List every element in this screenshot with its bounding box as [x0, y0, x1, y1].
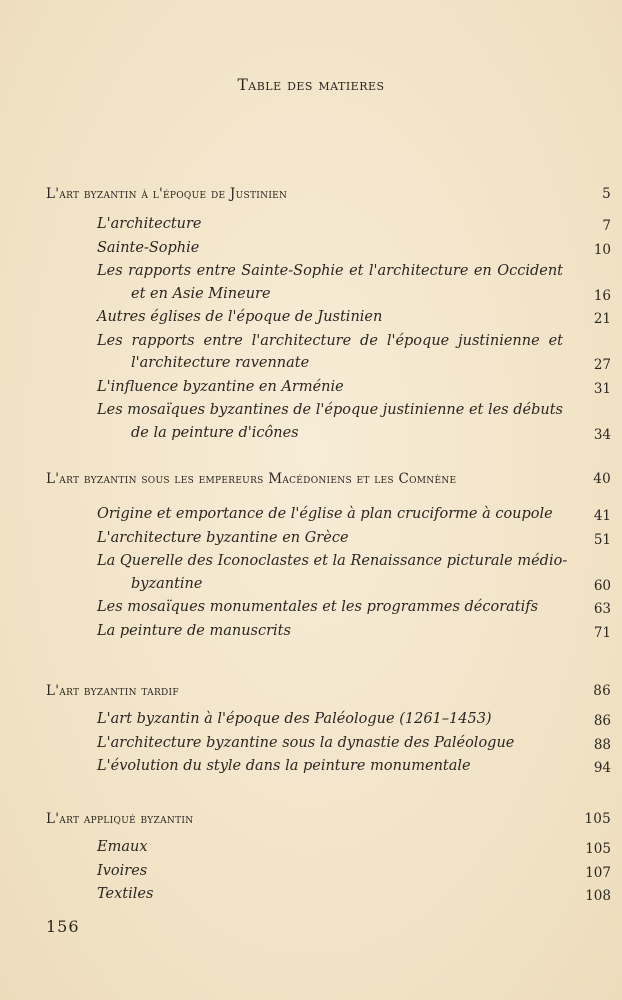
toc-entry [97, 527, 611, 550]
toc-entry [97, 260, 611, 305]
entry-page-number: 16 [593, 287, 611, 304]
entry-page-number: 94 [593, 760, 611, 776]
toc-entry [97, 213, 611, 236]
toc-entry-line: Les mosaïques monumentales et les programmes décoratifs [97, 599, 539, 615]
page-number: 156 [46, 917, 80, 936]
toc-entry-line: L'architecture byzantine en Grèce [97, 529, 349, 546]
section-heading [46, 471, 611, 491]
toc-entry [97, 860, 611, 883]
toc-entry [97, 755, 611, 778]
toc-entry-line: La peinture de manuscrits [97, 622, 291, 639]
section-page-number: 5 [602, 186, 611, 202]
toc-entry-line: L'évolution du style dans la peinture monumentale [97, 758, 471, 774]
entry-page-number: 10 [593, 241, 611, 258]
section-heading-text: L'art byzantin tardif [46, 683, 179, 699]
toc-entry-line: Emaux [97, 839, 148, 855]
section-page-number: 86 [593, 683, 611, 699]
entry-page-number: 51 [593, 531, 611, 548]
toc-entry [97, 330, 611, 375]
entry-page-number: 27 [593, 357, 611, 373]
toc-entry-line: Sainte-Sophie [97, 239, 200, 256]
entry-page-number: 41 [593, 508, 611, 524]
entry-page-number: 88 [593, 736, 611, 753]
toc-entry [97, 620, 611, 643]
toc-entry [97, 550, 611, 595]
toc-entry-line: L'influence byzantine en Arménie [97, 378, 344, 395]
toc-entry [97, 836, 611, 859]
section-heading [46, 683, 611, 703]
toc-entry [97, 732, 611, 755]
entry-page-number: 60 [593, 577, 611, 594]
entry-page-number: 71 [593, 624, 611, 641]
toc-entry-line: Ivoires [97, 862, 148, 879]
entry-page-number: 86 [593, 713, 611, 729]
toc-entry-line: l'architecture ravennate [131, 355, 310, 371]
toc-entry-line: Autres églises de l'époque de Justinien [97, 309, 383, 325]
toc-entry-line: Les rapports entre l'architecture de l'époque justinienne et [97, 332, 563, 349]
toc-entry-line: Textiles [97, 886, 154, 902]
toc-entry [97, 883, 611, 906]
toc-entry [97, 596, 611, 619]
entry-page-number: 21 [593, 311, 611, 327]
toc-entry [97, 503, 611, 526]
entry-page-number: 31 [593, 380, 611, 397]
toc-entry-line: L'art byzantin à l'époque des Paléologue (1261–1453) [97, 711, 492, 727]
section-heading-text: L'art byzantin à l'époque de Justinien [46, 186, 288, 202]
section-page-number: 105 [584, 811, 611, 827]
toc-entry-line: Les rapports entre Sainte-Sophie et l'architecture en Occident [97, 263, 563, 279]
toc-entry [97, 708, 611, 731]
toc-entry-line: de la peinture d'icônes [131, 424, 299, 441]
section-heading [46, 186, 611, 206]
toc-entry-line: byzantine [131, 575, 203, 592]
page-title: Table des matieres [237, 76, 385, 94]
section-heading-text: L'art appliqué byzantin [46, 811, 194, 827]
entry-page-number: 105 [585, 841, 611, 857]
section-heading [46, 811, 611, 831]
toc-entry [97, 306, 611, 329]
toc-entry [97, 376, 611, 399]
toc-entry-line: Origine et emportance de l'église à plan cruciforme à coupole [97, 506, 553, 522]
toc-entry [97, 399, 611, 444]
entry-page-number: 7 [602, 218, 611, 234]
entry-page-number: 63 [593, 601, 611, 617]
toc-entry-line: L'architecture [97, 216, 202, 232]
toc-entry-line: L'architecture byzantine sous la dynastie des Paléologue [97, 734, 515, 751]
entry-page-number: 34 [593, 426, 611, 443]
toc-entry-line: Les mosaïques byzantines de l'époque justinienne et les débuts [97, 402, 563, 418]
toc-entry-line: La Querelle des Iconoclastes et la Renaissance picturale médio- [97, 553, 568, 569]
toc-entry-line: et en Asie Mineure [131, 285, 271, 302]
entry-page-number: 108 [585, 888, 611, 904]
section-page-number: 40 [593, 471, 611, 487]
toc-entry [97, 237, 611, 260]
entry-page-number: 107 [585, 864, 611, 881]
section-heading-text: L'art byzantin sous les empereurs Macédoniens et les Comnène [46, 471, 457, 487]
